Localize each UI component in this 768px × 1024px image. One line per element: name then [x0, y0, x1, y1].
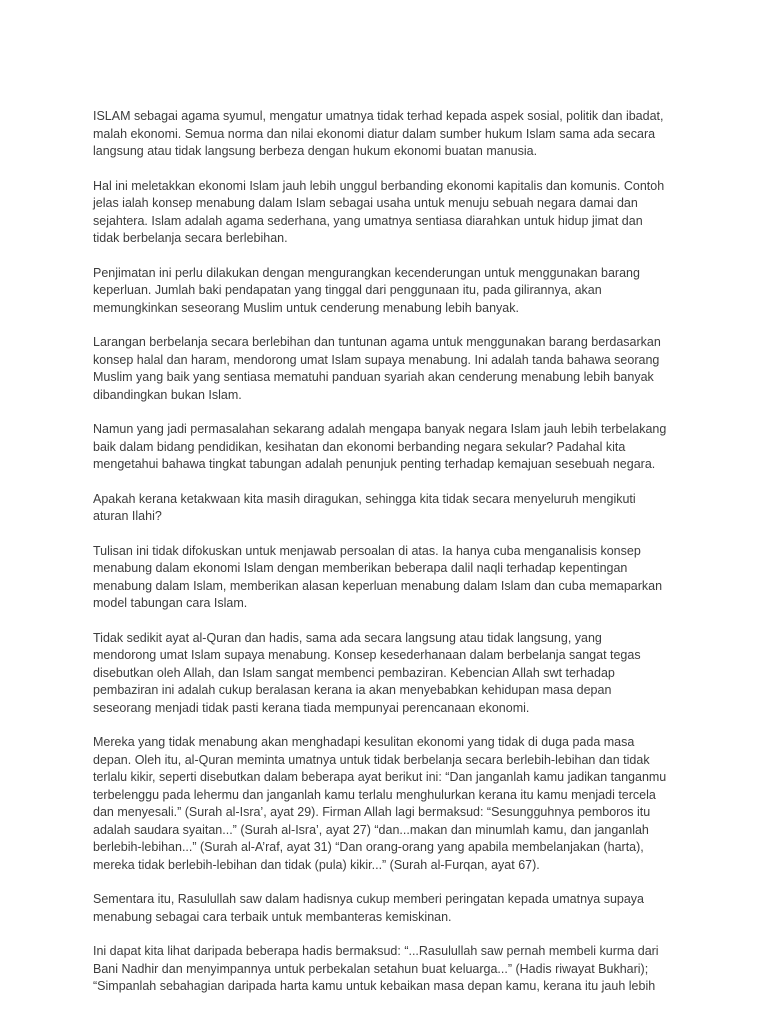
- text-line: seseorang menjadi tidak pasti kerana tiada mempunyai perencanaan ekonomi.: [93, 700, 530, 715]
- paragraph: [93, 891, 688, 926]
- text-line: Tulisan ini tidak difokuskan untuk menjawab persoalan di atas. Ia hanya cuba menganalisis konsep: [93, 543, 641, 558]
- text-line: Muslim yang baik yang sentiasa mematuhi panduan syariah akan cenderung menabung lebih banyak: [93, 370, 654, 384]
- text-line: sejahtera. Islam adalah agama sederhana, yang umatnya sentiasa diarahkan untuk hidup jimat dan: [93, 213, 643, 228]
- text-line: “Simpanlah sebahagian daripada harta kamu untuk kebaikan masa depan kamu, kerana itu jauh lebih: [93, 979, 656, 993]
- paragraph: [93, 543, 688, 613]
- text-line: menabung dalam ekonomi Islam dengan memberikan beberapa dalil naqli terhadap kepentingan: [93, 561, 628, 575]
- paragraph: [93, 734, 688, 874]
- text-line: Tidak sedikit ayat al-Quran dan hadis, sama ada secara langsung atau tidak langsung, yang: [93, 630, 602, 645]
- text-line: Namun yang jadi permasalahan sekarang adalah mengapa banyak negara Islam jauh lebih terbelakang: [93, 422, 667, 436]
- text-line: menabung sebagai cara terbaik untuk membanteras kemiskinan.: [93, 909, 452, 924]
- paragraph: [93, 491, 688, 526]
- text-line: tidak berbelanja secara berlebihan.: [93, 231, 288, 245]
- text-line: keperluan. Jumlah baki pendapatan yang tinggal dari penggunaan itu, pada gilirannya, akan: [93, 283, 602, 297]
- text-line: terbelenggu pada lehermu dan janganlah kamu terlalu menghulurkan kerana itu kamu menjadi tercela: [93, 787, 656, 802]
- text-line: berlebih-lebihan...” (Surah al-A’raf, ayat 31) “Dan orang-orang yang apabila membelanjakan (harta),: [93, 840, 644, 854]
- paragraph: [93, 265, 688, 318]
- text-line: dan menyesali.” (Surah al-Isra’, ayat 29). Firman Allah lagi bermaksud: “Sesungguhnya pemboros itu: [93, 805, 651, 819]
- text-line: Sementara itu, Rasulullah saw dalam hadisnya cukup memberi peringatan kepada umatnya supaya: [93, 892, 645, 906]
- text-line: model tabungan cara Islam.: [93, 596, 248, 610]
- text-line: Hal ini meletakkan ekonomi Islam jauh lebih unggul berbanding ekonomi kapitalis dan komunis. Contoh: [93, 178, 665, 193]
- text-line: adalah saudara syaitan...” (Surah al-Isra’, ayat 27) “dan...makan dan minumlah kamu, dan janganlah: [93, 822, 649, 837]
- text-line: Penjimatan ini perlu dilakukan dengan mengurangkan kecenderungan untuk menggunakan barang: [93, 265, 640, 280]
- text-line: disebutkan oleh Allah, dan Islam sangat membenci pembaziran. Kebencian Allah swt terhadap: [93, 665, 615, 680]
- article-body: [93, 108, 688, 1013]
- text-line: mereka tidak berlebih-lebihan dan tidak (pula) kikir...” (Surah al-Furqan, ayat 67).: [93, 857, 540, 872]
- text-line: jelas ialah konsep menabung dalam Islam sebagai usaha untuk menuju sebuah negara damai dan: [93, 196, 638, 210]
- text-line: depan. Oleh itu, al-Quran meminta umatnya untuk tidak berbelanja secara berlebih-lebihan dan tidak: [93, 752, 650, 767]
- text-line: terlalu kikir, seperti disebutkan dalam beberapa ayat berikut ini: “Dan janganlah kamu jadikan tanganmu: [93, 770, 667, 784]
- text-line: konsep halal dan haram, mendorong umat Islam supaya menabung. Ini adalah tanda bahawa seorang: [93, 352, 660, 367]
- paragraph: [93, 421, 688, 474]
- text-line: malah ekonomi. Semua norma dan nilai ekonomi diatur dalam sumber hukum Islam sama ada secara: [93, 126, 656, 141]
- paragraph: [93, 630, 688, 718]
- text-line: baik dalam bidang pendidikan, kesihatan dan ekonomi berbanding negara sekular? Padahal kita: [93, 439, 626, 454]
- text-line: ISLAM sebagai agama syumul, mengatur umatnya tidak terhad kepada aspek sosial, politik dan ibadat,: [93, 109, 664, 123]
- text-line: Apakah kerana ketakwaan kita masih diragukan, sehingga kita tidak secara menyeluruh mengikuti: [93, 491, 636, 506]
- text-line: Bani Nadhir dan menyimpannya untuk perbekalan setahun buat keluarga...” (Hadis riwayat Bukhari);: [93, 961, 649, 976]
- paragraph: [93, 108, 688, 161]
- paragraph: [93, 943, 688, 996]
- text-line: Mereka yang tidak menabung akan menghadapi kesulitan ekonomi yang tidak di duga pada masa: [93, 735, 635, 749]
- text-line: aturan Ilahi?: [93, 509, 162, 523]
- text-line: Ini dapat kita lihat daripada beberapa hadis bermaksud: “...Rasulullah saw pernah membeli kurma dari: [93, 944, 659, 958]
- text-line: memungkinkan seseorang Muslim untuk cenderung menabung lebih banyak.: [93, 300, 519, 315]
- text-line: mendorong umat Islam supaya menabung. Konsep kesederhanaan dalam berbelanja sangat tegas: [93, 648, 641, 662]
- text-line: dibandingkan bukan Islam.: [93, 387, 242, 402]
- text-line: mengetahui bahawa tingkat tabungan adalah penunjuk penting terhadap kemajuan sesebuah negara.: [93, 457, 656, 471]
- paragraph: [93, 178, 688, 248]
- text-line: pembaziran ini adalah cukup beralasan kerana ia akan menyebabkan kehidupan masa depan: [93, 683, 612, 697]
- text-line: langsung atau tidak langsung berbeza dengan hukum ekonomi buatan manusia.: [93, 144, 538, 158]
- paragraph: [93, 334, 688, 404]
- text-line: menabung dalam Islam, memberikan alasan keperluan menabung dalam Islam dan cuba memaparkan: [93, 578, 663, 593]
- text-line: Larangan berbelanja secara berlebihan dan tuntunan agama untuk menggunakan barang berdasarkan: [93, 335, 661, 349]
